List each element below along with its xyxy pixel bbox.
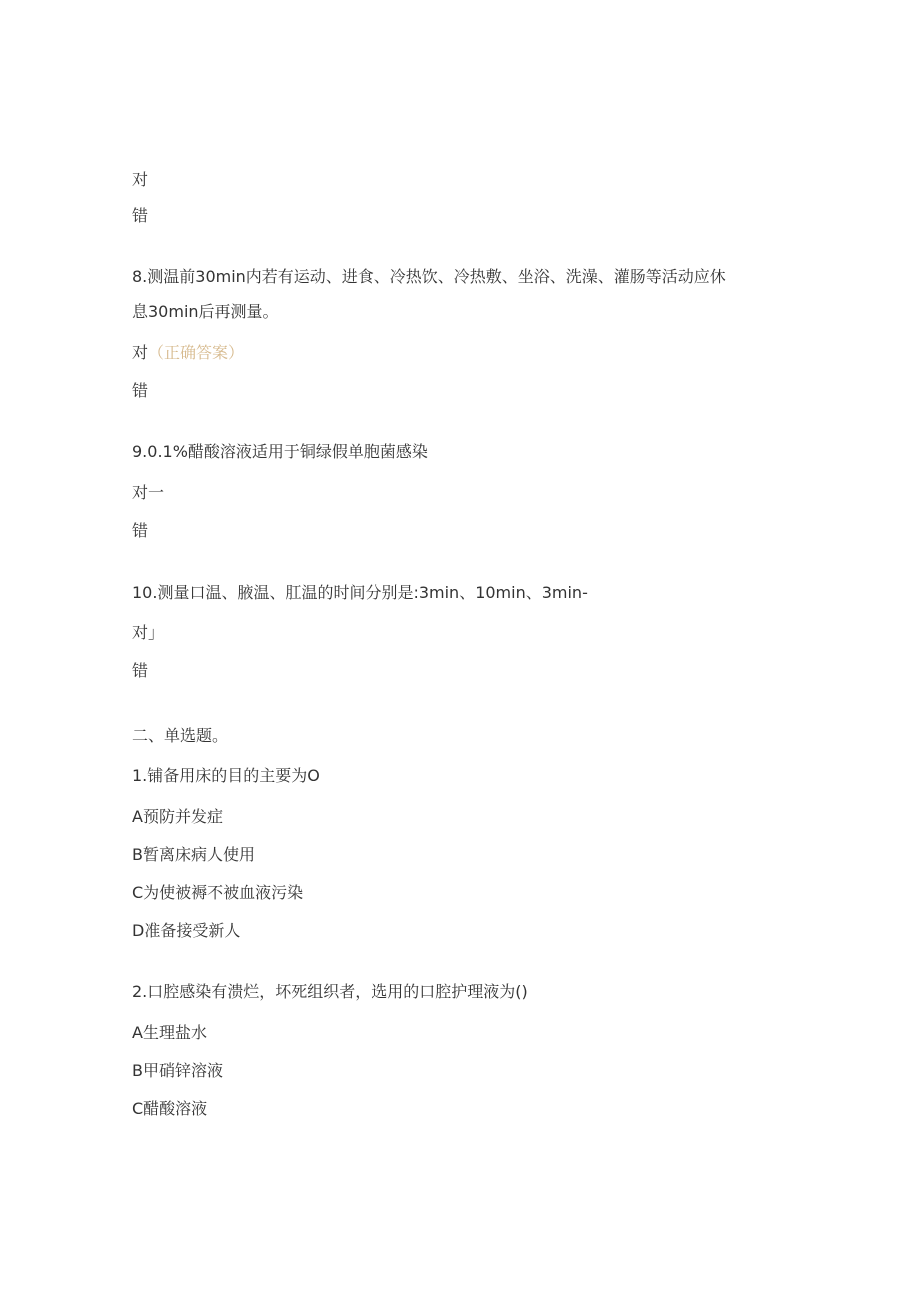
mc1-option-d: D准备接受新人 [132,921,241,940]
mc2-question: 2.口腔感染有溃烂，坏死组织者，选用的口腔护理液为() [132,982,528,1001]
mc2-option-b: B甲硝锌溶液 [132,1061,223,1080]
q9-option-false: 错 [132,521,149,540]
q9-option-true: 对一 [132,483,165,502]
q8-option-true-label: 对 [132,343,149,362]
q10-question: 10.测量口温、腋温、肛温的时间分别是:3min、10min、3min- [132,583,588,602]
mc1-option-a: A预防并发症 [132,807,223,826]
q8-question-line-1: 8.测温前30min内若有运动、进食、冷热饮、冷热敷、坐浴、洗澡、灌肠等活动应休 [132,267,726,286]
q8-question-line-2: 息30min后再测量。 [132,302,279,321]
q8-option-false: 错 [132,381,149,400]
mc1-option-b: B暂离床病人使用 [132,845,255,864]
correct-answer-note: （正确答案） [148,343,245,362]
mc2-option-a: A生理盐水 [132,1023,207,1042]
mc2-option-c: C醋酸溶液 [132,1099,208,1118]
q10-option-false: 错 [132,661,149,680]
q8-option-true [132,343,244,363]
q9-question: 9.0.1%醋酸溶液适用于铜绿假单胞菌感染 [132,442,428,461]
q7-option-false: 错 [132,206,149,225]
mc1-question: 1.铺备用床的目的主要为O [132,766,320,785]
mc1-option-c: C为使被褥不被血液污染 [132,883,304,902]
q7-option-true: 对 [132,170,149,189]
q10-option-true: 对」 [132,623,165,642]
section-heading-single-choice: 二、单选题。 [132,726,229,745]
